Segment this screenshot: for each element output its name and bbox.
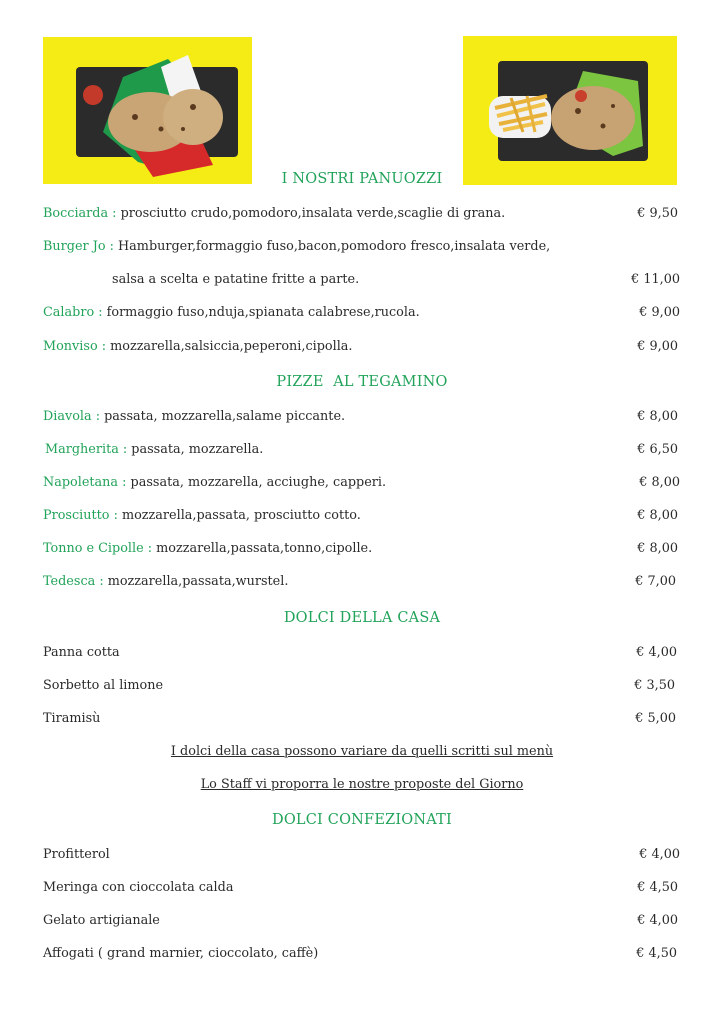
item-price: € 4,00 xyxy=(639,847,680,862)
item-description: mozzarella,passata,tonno,cipolle. xyxy=(156,541,373,556)
item-price: € 9,00 xyxy=(637,339,678,354)
item-price: € 8,00 xyxy=(637,409,678,424)
menu-item xyxy=(43,339,353,355)
item-description: mozzarella,passata, prosciutto cotto. xyxy=(121,508,361,523)
menu-item xyxy=(43,206,505,222)
menu-item xyxy=(43,475,386,491)
item-name: Napoletana xyxy=(43,475,119,490)
item-price: € 11,00 xyxy=(631,272,680,287)
menu-item: Panna cotta xyxy=(43,645,120,660)
item-description: prosciutto crudo,pomodoro,insalata verde,scaglie di grana. xyxy=(120,206,506,221)
item-name: Bocciarda xyxy=(43,206,109,221)
item-price: € 5,00 xyxy=(635,711,676,726)
menu-item xyxy=(43,508,361,524)
item-separator: : xyxy=(97,339,111,354)
item-price: € 8,00 xyxy=(639,475,680,490)
item-price: € 8,00 xyxy=(637,541,678,556)
item-description-continued: salsa a scelta e patatine fritte a parte. xyxy=(112,272,360,287)
menu-item xyxy=(45,442,263,458)
item-separator: : xyxy=(91,409,105,424)
photo-panuozzo-left xyxy=(43,37,252,184)
section-title-panuozzi: I NOSTRI PANUOZZI xyxy=(281,171,443,187)
item-name: Burger Jo xyxy=(43,239,106,254)
item-price: € 6,50 xyxy=(637,442,678,457)
item-price: € 4,00 xyxy=(636,645,677,660)
menu-item xyxy=(43,239,550,255)
menu-item: Meringa con cioccolata calda xyxy=(43,880,234,895)
item-name: Diavola xyxy=(43,409,92,424)
item-price: € 8,00 xyxy=(637,508,678,523)
menu-item xyxy=(43,541,372,557)
menu-item: Sorbetto al limone xyxy=(43,678,164,693)
item-description: formaggio fuso,nduja,spianata calabrese,rucola. xyxy=(106,305,420,320)
item-separator: : xyxy=(94,305,107,320)
item-name: Calabro xyxy=(43,305,95,320)
note-dolci-variano: I dolci della casa possono variare da quelli scritti sul menù xyxy=(170,744,554,759)
photo-burger-jo-right xyxy=(463,36,677,185)
item-description: mozzarella,salsiccia,peperoni,cipolla. xyxy=(110,339,353,354)
item-description: passata, mozzarella. xyxy=(131,442,264,457)
item-name: Tonno e Cipolle xyxy=(43,541,144,556)
item-separator: : xyxy=(109,508,122,523)
menu-item: Gelato artigianale xyxy=(43,913,160,928)
menu-item: Affogati ( grand marnier, cioccolato, caffè) xyxy=(43,946,319,961)
item-separator: : xyxy=(118,442,132,457)
item-price: € 7,00 xyxy=(635,574,676,589)
section-title-pizze: PIZZE AL TEGAMINO xyxy=(276,374,448,390)
item-name: Tedesca xyxy=(43,574,96,589)
item-separator: : xyxy=(105,239,119,254)
item-price: € 4,50 xyxy=(637,880,678,895)
menu-item: Profitterol xyxy=(43,847,110,862)
item-separator: : xyxy=(118,475,131,490)
item-description: mozzarella,passata,wurstel. xyxy=(107,574,289,589)
item-description: passata, mozzarella, acciughe, capperi. xyxy=(130,475,387,490)
item-separator: : xyxy=(143,541,157,556)
note-proposte-giorno: Lo Staff vi proporra le nostre proposte del Giorno xyxy=(200,777,524,792)
section-title-dolci-confezionati: DOLCI CONFEZIONATI xyxy=(272,812,452,828)
item-name: Margherita xyxy=(45,442,119,457)
menu-item: Tiramisù xyxy=(43,711,101,726)
item-price: € 9,50 xyxy=(637,206,678,221)
item-description: Hamburger,formaggio fuso,bacon,pomodoro fresco,insalata verde, xyxy=(118,239,551,254)
menu-item xyxy=(43,305,420,321)
item-price: € 9,00 xyxy=(639,305,680,320)
menu-item xyxy=(43,574,288,590)
item-price: € 3,50 xyxy=(634,678,675,693)
item-name: Monviso xyxy=(43,339,98,354)
item-separator: : xyxy=(95,574,108,589)
item-price: € 4,50 xyxy=(636,946,677,961)
item-price: € 4,00 xyxy=(637,913,678,928)
item-description: passata, mozzarella,salame piccante. xyxy=(104,409,346,424)
item-separator: : xyxy=(108,206,121,221)
section-title-dolci-casa: DOLCI DELLA CASA xyxy=(283,610,441,626)
menu-item xyxy=(43,409,345,425)
item-name: Prosciutto xyxy=(43,508,110,523)
